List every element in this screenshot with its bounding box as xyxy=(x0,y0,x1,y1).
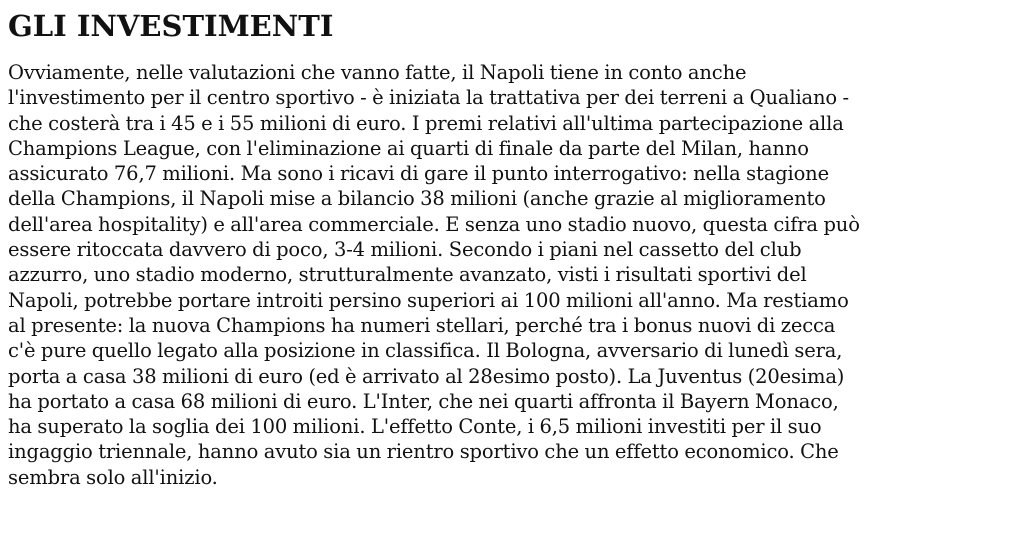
paragraph-line: ingaggio triennale, hanno avuto sia un rientro sportivo che un effetto economico. Che xyxy=(8,440,839,464)
paragraph-line: l'investimento per il centro sportivo - è iniziata la trattativa per dei terreni a Qualiano - xyxy=(8,86,849,110)
paragraph-line: Champions League, con l'eliminazione ai quarti di finale da parte del Milan, hanno xyxy=(8,136,809,160)
paragraph-line: che costerà tra i 45 e i 55 milioni di euro. I premi relativi all'ultima partecipazione alla xyxy=(8,111,844,135)
article-paragraph xyxy=(8,60,1009,490)
paragraph-line: porta a casa 38 milioni di euro (ed è arrivato al 28esimo posto). La Juventus (20esima) xyxy=(8,364,845,388)
paragraph-line: al presente: la nuova Champions ha numeri stellari, perché tra i bonus nuovi di zecca xyxy=(8,313,836,337)
paragraph-line: sembra solo all'inizio. xyxy=(8,465,218,489)
paragraph-line: Ovviamente, nelle valutazioni che vanno fatte, il Napoli tiene in conto anche xyxy=(8,61,747,84)
paragraph-line: dell'area hospitality) e all'area commerciale. E senza uno stadio nuovo, questa cifra può xyxy=(8,212,860,236)
paragraph-line: ha portato a casa 68 milioni di euro. L'Inter, che nei quarti affronta il Bayern Monaco, xyxy=(8,389,839,413)
paragraph-line: c'è pure quello legato alla posizione in classifica. Il Bologna, avversario di lunedì sera, xyxy=(8,339,843,363)
paragraph-line: essere ritoccata davvero di poco, 3-4 milioni. Secondo i piani nel cassetto del club xyxy=(8,238,802,262)
section-heading: GLI INVESTIMENTI xyxy=(8,9,334,43)
paragraph-line: ha superato la soglia dei 100 milioni. L'effetto Conte, i 6,5 milioni investiti per il suo xyxy=(8,415,822,439)
paragraph-line: azzurro, uno stadio moderno, strutturalmente avanzato, visti i risultati sportivi del xyxy=(8,263,807,287)
paragraph-line: della Champions, il Napoli mise a bilancio 38 milioni (anche grazie al miglioramento xyxy=(8,187,826,211)
paragraph-line: Napoli, potrebbe portare introiti persino superiori ai 100 milioni all'anno. Ma restiamo xyxy=(8,288,849,312)
paragraph-line: assicurato 76,7 milioni. Ma sono i ricavi di gare il punto interrogativo: nella stagione xyxy=(8,162,829,186)
